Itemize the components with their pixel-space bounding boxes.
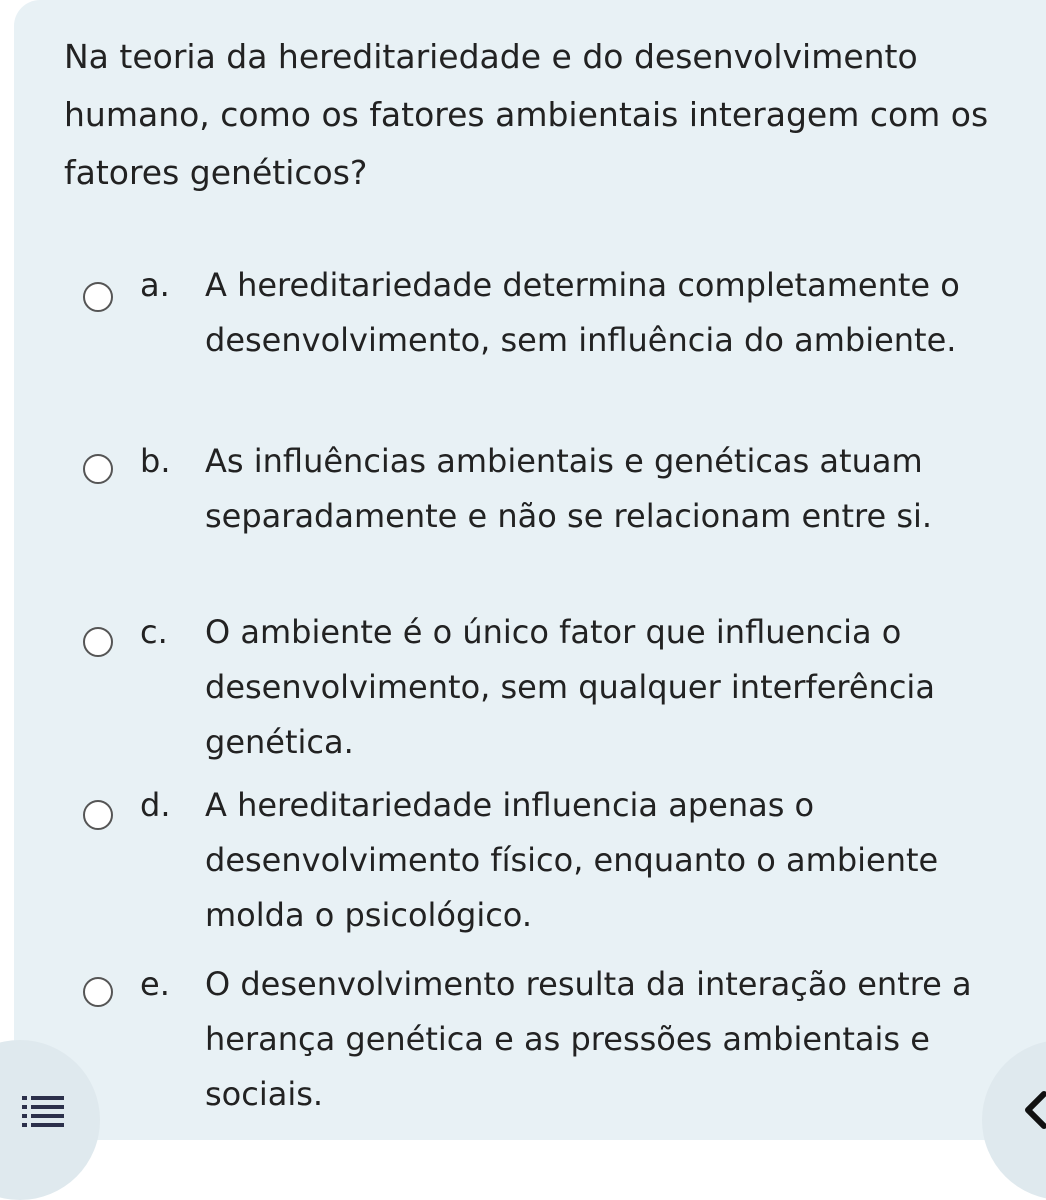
radio-button-d[interactable] [83, 800, 113, 830]
option-letter-b: b. [140, 442, 171, 480]
option-letter-c: c. [140, 613, 168, 651]
option-text-a: A hereditariedade determina completamente o desenvolvimento, sem influência do ambiente. [205, 266, 960, 359]
radio-button-a[interactable] [83, 282, 113, 312]
option-text-d: A hereditariedade influencia apenas o desenvolvimento físico, enquanto o ambiente molda o psicológico. [205, 786, 939, 934]
option-letter-a: a. [140, 266, 170, 304]
question-text: Na teoria da hereditariedade e do desenvolvimento humano, como os fatores ambientais interagem com os fatores genéticos? [64, 37, 989, 192]
option-text-b: As influências ambientais e genéticas atuam separadamente e não se relacionam entre si. [205, 442, 933, 535]
list-menu-icon[interactable] [22, 1094, 64, 1128]
chevron-left-icon[interactable] [1022, 1090, 1046, 1130]
radio-button-e[interactable] [83, 977, 113, 1007]
option-text-e: O desenvolvimento resulta da interação entre a herança genética e as pressões ambientais e sociais. [205, 965, 972, 1113]
radio-button-b[interactable] [83, 454, 113, 484]
option-letter-d: d. [140, 786, 171, 824]
option-letter-e: e. [140, 965, 170, 1003]
radio-button-c[interactable] [83, 627, 113, 657]
option-text-c: O ambiente é o único fator que influencia o desenvolvimento, sem qualquer interferência genética. [205, 613, 935, 761]
